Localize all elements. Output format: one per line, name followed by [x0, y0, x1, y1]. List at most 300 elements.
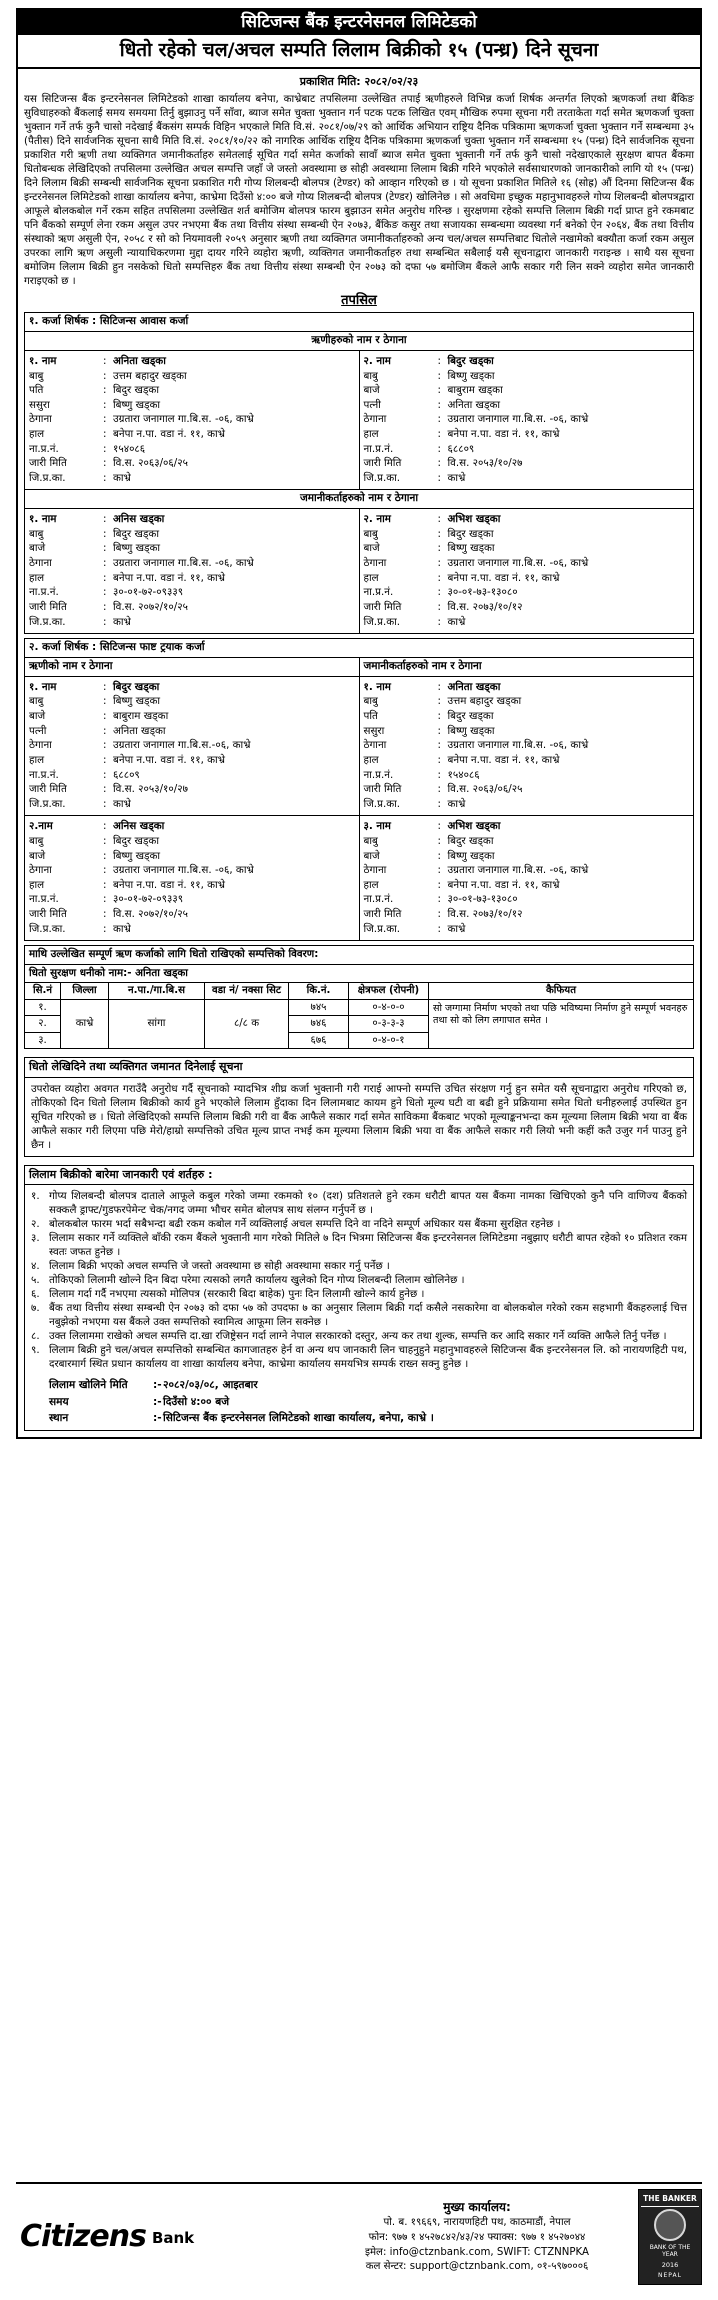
field-separator: : — [437, 739, 441, 752]
assets-table — [24, 982, 694, 1049]
asset-owner: धितो सुरक्षण धनीको नाम:- अनिता खड्का — [24, 964, 694, 983]
field-separator: : — [103, 586, 107, 599]
field-separator: :- — [153, 1379, 162, 1392]
field-label: ना.प्र.नं. — [29, 586, 59, 599]
field-label: जारी मिति — [29, 783, 67, 796]
field-label: बाबु — [363, 527, 378, 540]
field-separator: : — [103, 442, 107, 455]
field-value: बनेपा न.पा. वडा नं. ११, काभ्रे — [447, 427, 560, 440]
person-name-row — [29, 680, 355, 695]
person-detail-row — [29, 892, 355, 907]
footer — [16, 2182, 702, 2290]
cell-kitta: ७४५ — [289, 999, 349, 1015]
person-detail-row — [364, 412, 690, 427]
field-label: बाजे — [363, 542, 380, 555]
field-separator: : — [437, 384, 441, 397]
person-card — [25, 677, 359, 815]
field-separator: : — [437, 797, 441, 810]
person-detail-row — [364, 878, 690, 893]
person-detail-row — [29, 600, 355, 615]
intro-paragraph: यस सिटिजन्स बैंक इन्टरनेसनल लिमिटेडको शाखा कार्यालय बनेपा, काभ्रेबाट तपसिलमा उल्लेखित तपाई ऋणीहरुले विभिन्न कर्जा शिर्षक अन्तर्गत लिएको ऋणकर्जा तथा बैंकिङ सुविधाहरुको बैंकलाई समय समयमा तिर्नु बुझाउनु पर्ने साँवा, ब्याज समेत चुक्ता भुक्तान गर्न पटक पटक लिखित एवम् मौखिक रुपमा सूचना गरी तरताकेता गर्दा समेत ऋणकर्जा चुक्ता भुक्तान गर्ने तर्फ कुनै चासो नदेखाई बैंकसंग सम्पर्क विहिन भएकाले मिति वि.सं. २०८१/०७/२९ को आर्थिक अभियान राष्ट्रिय दैनिक पत्रिकामा ऋणकर्जा चुक्ता भुक्तान गर्ने सम्बन्धमा ३५ (पैतीस) दिने सार्वजनिक सूचना साथै मिति वि.सं. २०८१/१०/२२ को नागरिक आर्थिक राष्ट्रिय दैनिक पत्रिकामा ऋणकर्जा चुक्ता भुक्तान गर्ने सम्बन्धमा १५ (पन्ध्र) दिने सार्वजनिक सूचना प्रकाशित गरी ऋणी तथा व्यक्तिगत जमानीकर्ताहरु समेतलाई सूचित गर्दा समेत कर्जाको सावाँ ब्याज समेत चुक्ता भुक्तानी गर्ने तर्फ कुनै चासो नदेखाएकाले सुरक्षण बापत बैंकमा धितोबन्धक लेखिदिएको तपसिलमा उल्लेखित अचल सम्पत्ति जहाँ जे जस्तो अवस्थामा छ सोही अवस्थामा लिलाम बिक्री गरिने भएकोले सर्वसाधारणको जानकारीको लागि यो १५ (पन्ध्र) दिने लिलाम बिक्री सम्बन्धी सार्वजनिक सूचना प्रकाशित गरी गोप्य शिलबन्दी बोलपत्र (टेण्डर) को आव्हान गरिएको छ । यो सूचना प्रकाशित मितिले १६ (सोह्र) औं दिनमा सिटिजन्स बैंक इन्टरनेसनल लिमिटेडको शाखा कार्यालय बनेपा, काभ्रेमा दिउँसो ४:०० बजे गोप्य शिलबन्दी बोलपत्र (टेण्डर) खोलिनेछ । सो अवधिमा इच्छुक महानुभावहरुले गोप्य शिलबन्दी बोलपत्रद्वारा आफूले बोलकबोल गर्ने रकम सहित तपसिलमा उल्लेखित शर्त बमोजिम बोलपत्र फारम बुझाउन समेत अनुरोध गरिन्छ । सुरक्षणमा रहेको सम्पत्ति लिलाम बिक्री गर्दा प्राप्त हुने रकमबाट पनि बैंकको सम्पूर्ण लेना रकम असुल उपर नभएमा बैंक तथा वित्तीय संस्था सम्बन्धी ऐन २०७३, बैंकिङ कसुर तथा सजायका सम्बन्धमा व्यवस्था गर्न बनेको ऐन २०६४, बैंक तथा वित्तीय संस्थाको ऋण असुली ऐन, २०५८ र सो को नियमावली २०५९ अनुसार ऋणी तथा व्यक्तिगत जमानीकर्ताहरुको अन्य चल/अचल सम्पत्तिबाट धितोले नखामेको बक्यौता कर्जा रकम असुल उपरका लागि ऋण असुली न्यायाधिकरणमा मुद्दा दायर गरिने व्यहोरा ऋणी, व्यक्तिगत जमानीकर्ताहरु तथा सम्बन्धित सबैलाई यसै सूचनाद्वारा जानकारी गराइन्छ । साथै यस सूचना बमोजिम लिलाम बिक्री हुन नसकेको धितो सम्पत्तिहरु बैंक तथा वित्तीय संस्था सम्बन्धी ऐन २०७३ को दफा ५७ बमोजिम बैंकले आफै सकार गरी लिन सक्ने व्यहोरा समेत जानकारी गराइएको छ । — [24, 93, 694, 288]
auction-value: २०८२/०३/०८, आइतबार — [163, 1379, 258, 1392]
field-value: काभ्रे — [113, 922, 131, 935]
field-separator: : — [437, 398, 441, 411]
term-text: उक्त लिलाममा राखेको अचल सम्पत्ति दा.खा रजिष्ट्रेसन गर्दा लाग्ने नेपाल सरकारको दस्तुर, अन्य कर तथा शुल्क, सम्पत्ति कर आदि सकार गर्ने व्यक्ति आफैले तिर्नु पर्नेछ । — [49, 1330, 667, 1343]
person-detail-row — [364, 724, 690, 739]
person-detail-row — [364, 892, 690, 907]
cell-kitta: ६७६ — [289, 1032, 349, 1048]
field-separator: : — [103, 427, 107, 440]
term-item — [31, 1231, 687, 1259]
auction-value: सिटिजन्स बैंक इन्टरनेसनल लिमिटेडको शाखा कार्यालय, बनेपा, काभ्रे । — [163, 1412, 434, 1425]
person-name-row — [29, 512, 355, 527]
schedule-heading: तपसिल — [341, 293, 377, 309]
person-detail-row — [29, 694, 355, 709]
field-value: अनिता खड्का — [447, 398, 501, 411]
auction-value: दिउँसो ४:०० बजे — [163, 1395, 230, 1408]
field-value: बिष्णु खड्का — [113, 849, 161, 862]
person-detail-row — [29, 571, 355, 586]
field-label: जि.प्र.का. — [29, 471, 66, 484]
field-label: ना.प्र.नं. — [29, 768, 59, 781]
person-detail-row — [364, 615, 690, 630]
field-value: बिष्णु खड्का — [447, 369, 495, 382]
section1-borrowers — [24, 351, 694, 490]
field-label: जि.प्र.का. — [363, 615, 401, 628]
section2-row1 — [24, 677, 694, 816]
person-card — [359, 351, 694, 489]
person-name-row — [364, 354, 690, 369]
field-separator: : — [437, 427, 441, 440]
field-separator: : — [437, 527, 441, 540]
field-label: जारी मिति — [363, 907, 402, 920]
section2-guarantors-title: जमानीकर्ताहरुको नाम र ठेगाना — [359, 658, 694, 676]
cell-area: ०-३-३-३ — [349, 1016, 429, 1032]
bank-name-banner: सिटिजन्स बैंक इन्टरनेसनल लिमिटेडको — [16, 8, 702, 35]
field-value: अनिता खड्का — [113, 724, 166, 737]
field-value: उग्रतारा जनागाल गा.बि.स.-०६, काभ्रे — [113, 739, 251, 752]
person-card — [359, 677, 694, 815]
person-detail-row — [29, 615, 355, 630]
term-item — [31, 1343, 687, 1371]
field-separator: : — [103, 457, 107, 470]
auction-info-row — [49, 1394, 687, 1410]
field-label: १. नाम — [29, 354, 57, 367]
field-value: वि.स. २०७२/१०/२५ — [113, 907, 188, 920]
field-label: ठेगाना — [363, 739, 387, 752]
cell-sn: २. — [25, 1016, 61, 1032]
field-label: जि.प्र.का. — [29, 797, 66, 810]
cell-sn: १. — [25, 999, 61, 1015]
term-item — [31, 1189, 687, 1217]
person-detail-row — [364, 369, 690, 384]
field-label: हाल — [363, 878, 379, 891]
person-detail-row — [364, 907, 690, 922]
person-detail-row — [364, 600, 690, 615]
term-text: बोलकबोल फारम भर्दा सबैभन्दा बढी रकम कबोल गर्ने व्यक्तिलाई अचल सम्पत्ति दिने वा नदिने सम्पूर्ण अधिकार यस बैंकमा सुरक्षित रहनेछ । — [49, 1218, 561, 1231]
field-separator: : — [103, 710, 107, 723]
field-separator: : — [103, 527, 107, 540]
field-label: ठेगाना — [29, 739, 52, 752]
field-separator: : — [103, 615, 107, 628]
field-label: १. नाम — [363, 680, 391, 693]
field-label: बाबु — [29, 834, 44, 847]
term-item — [31, 1217, 687, 1231]
person-detail-row — [364, 541, 690, 556]
field-value: वि.स. २०५३/१०/२७ — [113, 783, 188, 796]
field-label: २. नाम — [363, 354, 391, 367]
field-label: ससुरा — [363, 724, 385, 737]
person-detail-row — [29, 849, 355, 864]
term-number: २. — [31, 1218, 40, 1231]
field-separator: : — [437, 542, 441, 555]
person-detail-row — [29, 709, 355, 724]
person-detail-row — [29, 369, 355, 384]
logo-bank-text: Bank — [151, 2229, 195, 2248]
field-value: बनेपा न.पा. वडा नं. ११, काभ्रे — [113, 878, 225, 891]
field-label: ना.प्र.नं. — [29, 893, 59, 906]
cell-remark: सो जग्गामा निर्माण भएको तथा पछि भविष्यमा निर्माण हुने सम्पूर्ण भवनहरु तथा सो को लिग लगापात समेत । — [429, 999, 694, 1048]
section1-guarantors — [24, 509, 694, 634]
auction-info-row — [49, 1377, 687, 1393]
person-detail-row — [364, 694, 690, 709]
field-value: बिष्णु खड्का — [447, 724, 495, 737]
field-value: बनेपा न.पा. वडा नं. ११, काभ्रे — [447, 878, 560, 891]
field-separator: : — [437, 849, 441, 862]
term-item — [31, 1329, 687, 1343]
person-detail-row — [29, 585, 355, 600]
person-detail-row — [364, 585, 690, 600]
cell-ward: ८/८ क — [205, 999, 289, 1048]
field-value: ३०-०१-७२-०९३३९ — [113, 893, 184, 906]
col-area: क्षेत्रफल (रोपनी) — [349, 983, 429, 999]
field-value: वि.स. २०७३/१०/१२ — [447, 600, 523, 613]
field-value: बनेपा न.पा. वडा नं. ११, काभ्रे — [447, 571, 560, 584]
field-separator: : — [437, 615, 441, 628]
field-value: उग्रतारा जनागाल गा.बि.स. -०६, काभ्रे — [447, 557, 589, 570]
field-separator: : — [437, 753, 441, 766]
field-value: बिदुर खड्का — [447, 527, 494, 540]
col-ward: वडा नं/ नक्सा सिट — [205, 983, 289, 999]
col-district: जिल्ला — [61, 983, 109, 999]
field-value: १५४०८६ — [447, 768, 480, 781]
field-separator: : — [103, 820, 107, 833]
field-separator: : — [103, 893, 107, 906]
person-detail-row — [29, 541, 355, 556]
person-detail-row — [29, 724, 355, 739]
field-value: काभ्रे — [113, 471, 131, 484]
field-label: जारी मिति — [29, 907, 67, 920]
col-sn: सि.नं — [25, 983, 61, 999]
field-value: बाबुराम खड्का — [447, 384, 503, 397]
person-detail-row — [29, 907, 355, 922]
field-value: बिष्णु खड्का — [447, 542, 495, 555]
field-label: ना.प्र.नं. — [363, 586, 394, 599]
col-remark: कैफियत — [429, 983, 694, 999]
field-label: ३. नाम — [363, 820, 391, 833]
section2-row2 — [24, 816, 694, 941]
field-value: उत्तम बहादुर खड्का — [113, 369, 187, 382]
assets-intro: माथि उल्लेखित सम्पूर्ण ऋण कर्जाको लागि धितो राखिएको सम्पत्तिको विवरण: — [24, 945, 694, 964]
field-separator: : — [437, 893, 441, 906]
field-label: २.नाम — [29, 820, 53, 833]
field-separator: : — [437, 907, 441, 920]
person-detail-row — [29, 768, 355, 783]
person-detail-row — [364, 383, 690, 398]
guarantee-notice-title: धितो लेखिदिने तथा व्यक्तिगत जमानत दिनेलाई सूचना — [24, 1057, 694, 1077]
field-label: १. नाम — [29, 680, 57, 693]
field-value: अभिश खड्का — [447, 820, 501, 833]
field-label: ना.प्र.नं. — [363, 768, 394, 781]
auction-label: स्थान — [49, 1412, 69, 1425]
field-separator: : — [103, 695, 107, 708]
person-detail-row — [29, 863, 355, 878]
person-detail-row — [364, 753, 690, 768]
field-value: बिदुर खड्का — [447, 354, 494, 367]
term-text: लिलाम गर्दा गर्दै नभएमा त्यसको मोलिपत्र (सरकारी बिदा बाहेक) पुनः दिन लिलामी खोल्ने कार्य हुनेछ । — [49, 1288, 425, 1301]
field-separator: : — [103, 922, 107, 935]
field-value: अनिस खड्का — [113, 513, 165, 526]
person-detail-row — [364, 709, 690, 724]
field-separator: : — [103, 783, 107, 796]
field-value: बिदुर खड्का — [447, 834, 494, 847]
logo-brand-text: Citizens — [20, 2219, 146, 2254]
field-separator: : — [437, 820, 441, 833]
field-separator: : — [103, 797, 107, 810]
field-label: पति — [29, 384, 44, 397]
term-text: लिलाम बिक्री हुने चल/अचल सम्पत्तिको सम्बन्धित कागजातहरु हेर्न वा अन्य थप जानकारी लिन चाहनुहुने महानुभावहरुले सिटिजन्स बैंक इन्टरनेसनल लि. को नारायणहिटी पथ, दरबारमार्ग स्थित प्रधान कार्यालय वा शाखा कार्यालय बनेपा, काभ्रेमा कार्यालय समयभित्र सम्पर्क राख्न सक्नु हुनेछ । — [49, 1344, 687, 1371]
person-card — [25, 509, 359, 633]
field-value: अनिता खड्का — [447, 680, 501, 693]
call-center: कल सेन्टर: support@ctznbank.com, ०१-५९७०००६ — [365, 2261, 589, 2273]
term-text: बैंक तथा वित्तीय संस्था सम्बन्धी ऐन २०७३ को दफा ५७ को उपदफा ७ का अनुसार लिलाम बिक्री गर्दा कसैले नसकारेमा वा बोलकबोल गरेको रकम सहभागी बैंकहरुलाई चित्त नबुझेको नभएमा यस बैंकले उक्त सम्पत्तिको स्वामित्व आफूमा लिन सक्नेछ । — [49, 1302, 687, 1329]
field-value: उग्रतारा जनागाल गा.बि.स. -०६, काभ्रे — [447, 864, 589, 877]
cell-district: काभ्रे — [61, 999, 109, 1048]
field-separator: : — [103, 384, 107, 397]
person-detail-row — [364, 797, 690, 812]
person-detail-row — [364, 849, 690, 864]
cell-area: ०-४-०-१ — [349, 1032, 429, 1048]
person-detail-row — [29, 753, 355, 768]
person-detail-row — [364, 571, 690, 586]
field-value: अभिश खड्का — [447, 513, 501, 526]
field-separator: : — [103, 513, 107, 526]
field-separator: : — [103, 864, 107, 877]
person-detail-row — [29, 922, 355, 937]
col-kitta: कि.नं. — [289, 983, 349, 999]
field-value: ६८८०९ — [113, 768, 140, 781]
section1-borrowers-title: ऋणीहरुको नाम र ठेगाना — [24, 331, 694, 351]
field-value: ३०-०१-७३-१३०८० — [447, 586, 518, 599]
field-value: ६८८०९ — [447, 442, 475, 455]
field-separator: : — [437, 471, 441, 484]
field-separator: : — [103, 413, 107, 426]
field-separator: : — [437, 354, 441, 367]
field-value: ३०-०१-७२-०९३३९ — [113, 586, 184, 599]
person-detail-row — [29, 442, 355, 457]
field-separator: : — [437, 710, 441, 723]
award-medal-icon — [654, 2209, 686, 2241]
field-value: बिदुर खड्का — [113, 680, 160, 693]
field-separator: : — [437, 783, 441, 796]
banker-award-badge — [638, 2189, 702, 2285]
field-label: ठेगाना — [29, 864, 52, 877]
field-value: उग्रतारा जनागाल गा.बि.स. -०६, काभ्रे — [447, 739, 589, 752]
field-label: बाबु — [29, 527, 44, 540]
person-detail-row — [364, 863, 690, 878]
term-text: लिलाम सकार गर्ने व्यक्तिले बाँकी रकम बैंकले भुक्तानी माग गरेको मितिले ७ दिन भित्रमा सिटिजन्स बैंक इन्टरनेसनल लिमिटेडमा नबुझाए धरौटी बापत रहेको १० प्रतिशत रकम स्वतः जफत हुनेछ । — [49, 1232, 687, 1259]
field-value: वि.स. २०६३/०६/२५ — [447, 783, 523, 796]
field-separator: : — [437, 557, 441, 570]
field-label: ना.प्र.नं. — [29, 442, 59, 455]
auction-info-row — [49, 1410, 687, 1426]
field-label: जारी मिति — [363, 600, 402, 613]
field-label: हाल — [29, 753, 45, 766]
field-label: २. नाम — [363, 513, 391, 526]
person-detail-row — [29, 878, 355, 893]
field-separator: : — [103, 907, 107, 920]
person-detail-row — [364, 782, 690, 797]
section1-title: १. कर्जा शिर्षक : सिटिजन्स आवास कर्जा — [24, 312, 694, 331]
field-label: जारी मिति — [363, 783, 402, 796]
field-label: ना.प्र.नं. — [363, 442, 394, 455]
field-separator: : — [437, 600, 441, 613]
notice-title: धितो रहेको चल/अचल सम्पति लिलाम बिक्रीको १५ (पन्ध्र) दिने सूचना — [16, 35, 702, 68]
field-label: ससुरा — [29, 398, 50, 411]
field-separator: : — [437, 680, 441, 693]
field-value: बनेपा न.पा. वडा नं. ११, काभ्रे — [113, 571, 225, 584]
term-number: ७. — [31, 1302, 40, 1315]
field-value: अनिता खड्का — [113, 354, 166, 367]
field-value: उग्रतारा जनागाल गा.बि.स. -०६, काभ्रे — [113, 864, 254, 877]
guarantee-notice-text: उपरोक्त व्यहोरा अवगत गराउँदै अनुरोध गर्दै सूचनाको म्यादभित्र शीघ्र कर्जा भुक्तानी गरी गराई आफ्नो सम्पत्ति उचित संरक्षण गर्नु हुन समेत यसै सूचनाद्वारा अनुरोध गरिएको छ, तोकिएको दिन धितो लिलाम बिक्रीको कार्य हुने भएकोले लिलाम हुँदाका दिन लिलामबाट कायम हुने धितो मूल्य घटी वा बढी हुने प्रक्रियामा समेत धितो धनीहरुलाई उपस्थित हुन सूचित गरिएको छ । धितो लेखिदिएको सम्पत्ति लिलाम बिक्री गरी वा बैंक आफैले सकार गर्दा समेत साविकमा बैंकबाट भएको मूल्याङ्कनभन्दा कम मूल्यमा लिलाम बिक्री भया वा बैंक आफैले सकार गरी लिएमा पछि मेरो/हाम्रो सम्पत्तिको उचित मूल्य प्राप्त नभई कम मूल्यमा लिलाम बिक्री भया वा बैंक आफैले सकार गरी लियो भनी कहीं कतै उजुर गर्न पाउनु हुने छैन । — [24, 1077, 694, 1157]
term-item — [31, 1273, 687, 1287]
field-separator: : — [437, 442, 441, 455]
person-detail-row — [364, 738, 690, 753]
person-detail-row — [29, 456, 355, 471]
field-separator: : — [103, 768, 107, 781]
person-detail-row — [29, 797, 355, 812]
field-value: बिष्णु खड्का — [113, 398, 161, 411]
field-separator: : — [103, 398, 107, 411]
field-label: ठेगाना — [363, 864, 387, 877]
field-label: बाजे — [29, 710, 46, 723]
field-separator: : — [103, 834, 107, 847]
field-label: ठेगाना — [363, 557, 387, 570]
section2-title: २. कर्जा शिर्षक : सिटिजन्स फाष्ट ट्रयाक कर्जा — [24, 638, 694, 657]
field-label: हाल — [29, 427, 45, 440]
field-separator: : — [437, 513, 441, 526]
field-separator: : — [437, 413, 441, 426]
field-value: बनेपा न.पा. वडा नं. ११, काभ्रे — [113, 427, 225, 440]
section2-headers — [24, 657, 694, 677]
citizens-bank-logo — [16, 2219, 316, 2254]
field-value: बाबुराम खड्का — [113, 710, 169, 723]
field-value: उत्तम बहादुर खड्का — [447, 695, 522, 708]
field-value: वि.स. २०६३/०६/२५ — [113, 457, 188, 470]
cell-vdc: सांगा — [109, 999, 205, 1048]
auction-info — [31, 1377, 687, 1426]
field-label: ना.प्र.नं. — [363, 893, 394, 906]
person-detail-row — [364, 398, 690, 413]
person-card — [359, 509, 694, 633]
person-card — [359, 816, 694, 940]
field-label: हाल — [29, 878, 45, 891]
person-card — [25, 816, 359, 940]
field-label: जि.प्र.का. — [363, 922, 401, 935]
field-value: काभ्रे — [113, 797, 131, 810]
field-separator: : — [437, 834, 441, 847]
field-value: बनेपा न.पा. वडा नं. ११, काभ्रे — [447, 753, 560, 766]
field-label: हाल — [363, 427, 379, 440]
field-label: जि.प्र.का. — [363, 797, 401, 810]
field-value: काभ्रे — [447, 471, 466, 484]
award-year: 2016 — [661, 2260, 679, 2269]
field-separator: : — [103, 542, 107, 555]
auction-label: लिलाम खोलिने मिति — [49, 1379, 128, 1392]
field-value: ३०-०१-७३-१३०८० — [447, 893, 518, 906]
term-text: गोप्य शिलबन्दी बोलपत्र दाताले आफूले कबुल गरेको जम्मा रकमको १० (दश) प्रतिशतले हुने रकम धरौटी बापत यस बैंकमा नामका खिचिएको कुनै पनि वाणिज्य बैंकको सक्कलै ड्राफ्ट/गुडफरपेमेन्ट चेक/नगद जम्मा भौचर समेत बोलपत्र साथ संलग्न गर्नुपर्ने छ । — [49, 1190, 687, 1217]
award-country: NEPAL — [658, 2272, 682, 2280]
field-value: बिष्णु खड्का — [113, 542, 161, 555]
terms-title: लिलाम बिक्रीको बारेमा जानकारी एवं शर्तहरु : — [24, 1165, 694, 1185]
field-label: बाजे — [363, 384, 380, 397]
field-separator: : — [437, 864, 441, 877]
field-value: वि.स. २०७२/१०/२५ — [113, 600, 188, 613]
person-detail-row — [364, 527, 690, 542]
auction-label: समय — [49, 1395, 69, 1408]
person-detail-row — [29, 412, 355, 427]
term-item — [31, 1259, 687, 1273]
person-detail-row — [364, 427, 690, 442]
cell-kitta: ७४६ — [289, 1016, 349, 1032]
field-label: ठेगाना — [29, 413, 52, 426]
field-separator: : — [437, 586, 441, 599]
col-vdc: न.पा./गा.बि.स — [109, 983, 205, 999]
field-separator: :- — [153, 1395, 162, 1408]
field-separator: : — [103, 571, 107, 584]
award-text: BANK OF THE YEAR — [649, 2244, 691, 2259]
field-separator: : — [437, 922, 441, 935]
field-separator: : — [437, 695, 441, 708]
field-label: हाल — [29, 571, 45, 584]
phone: फोन: ९७७ १ ४५२७८४२/४३/२४ फ्याक्स: ९७७ १ ४५२७०४४ — [368, 2231, 586, 2243]
field-separator: : — [103, 878, 107, 891]
email: इमेल: info@ctznbank.com, SWIFT: CTZNNPKA — [364, 2246, 590, 2258]
terms-list — [24, 1184, 694, 1431]
field-label: ठेगाना — [363, 413, 387, 426]
person-detail-row — [364, 556, 690, 571]
person-detail-row — [29, 782, 355, 797]
cell-sn: ३. — [25, 1032, 61, 1048]
head-office-title: मुख्य कार्यालय: — [443, 2199, 511, 2214]
notice-body — [16, 69, 702, 1440]
person-name-row — [29, 354, 355, 369]
field-separator: : — [437, 571, 441, 584]
field-label: पत्नी — [29, 724, 47, 737]
award-title: THE BANKER — [641, 2194, 699, 2207]
field-label: जि.प्र.का. — [363, 471, 401, 484]
field-label: हाल — [363, 753, 379, 766]
field-value: बिष्णु खड्का — [447, 849, 495, 862]
field-separator: : — [437, 369, 441, 382]
field-separator: : — [437, 878, 441, 891]
field-label: बाबु — [363, 369, 378, 382]
field-value: काभ्रे — [447, 615, 466, 628]
term-item — [31, 1301, 687, 1329]
person-detail-row — [29, 738, 355, 753]
person-detail-row — [364, 456, 690, 471]
